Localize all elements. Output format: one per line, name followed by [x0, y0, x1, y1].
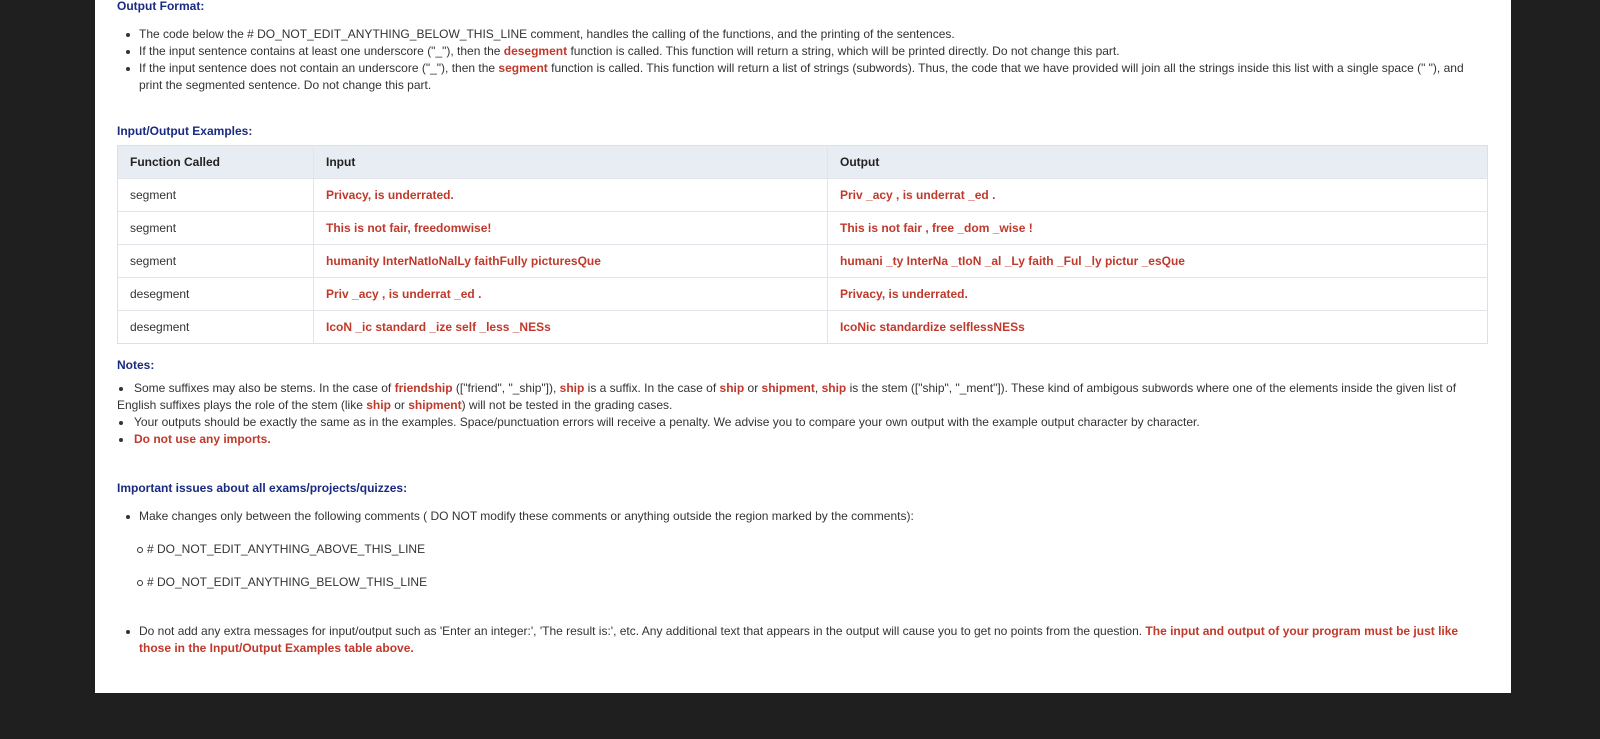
text: function is called. This function will return a list of strings (subwords). Thus, the code that we have provided will join all the strings inside this list with a single space (" "), and print the segmented sentence. Do not change this part.: [139, 61, 1464, 92]
text: is a suffix. In the case of: [584, 381, 720, 395]
output-format-list: [117, 26, 1488, 94]
output-format-heading: Output Format:: [117, 0, 205, 13]
cell-function: segment: [118, 245, 314, 278]
cell-output: This is not fair , free _dom _wise !: [828, 212, 1488, 245]
fn-name: segment: [498, 61, 548, 75]
cell-output: IcoNic standardize selflessNESs: [828, 311, 1488, 344]
term: ship: [366, 398, 391, 412]
text: is the stem (["ship", "_ment"]). These kind of ambigous subwords where one of the elements inside the given list of English suffixes plays the role of the stem (like: [117, 381, 1457, 412]
term: ship: [719, 381, 745, 395]
text: Do not use any imports.: [134, 432, 271, 446]
list-item: [117, 414, 1488, 431]
text: function is called. This function will return a string, which will be printed directly. Do not change this part.: [567, 44, 1120, 58]
important-heading: Important issues about all exams/projects/quizzes:: [117, 481, 408, 495]
important-list: [117, 508, 1488, 525]
cell-function: desegment: [118, 278, 314, 311]
cell-function: segment: [118, 212, 314, 245]
cell-output: Privacy, is underrated.: [828, 278, 1488, 311]
text: If the input sentence does not contain an underscore ("_"), then the: [139, 61, 499, 75]
list-item: [117, 43, 1488, 60]
list-item-text: The code below the # DO_NOT_EDIT_ANYTHING_BELOW_THIS_LINE comment, handles the calling of the functions, and the printing of the sentences.: [139, 27, 955, 41]
term: shipment: [761, 381, 815, 395]
term: ship: [559, 381, 585, 395]
list-item: [117, 508, 1488, 525]
column-header: Output: [828, 146, 1488, 179]
list-item: [117, 60, 1488, 94]
comment-above: # DO_NOT_EDIT_ANYTHING_ABOVE_THIS_LINE: [147, 542, 426, 556]
important-list-2: [117, 623, 1488, 657]
term: shipment: [408, 398, 462, 412]
term: friendship: [394, 381, 453, 395]
table-row: [118, 212, 1488, 245]
text: (["friend", "_ship"]),: [452, 381, 560, 395]
cell-function: segment: [118, 179, 314, 212]
cell-input: IcoN _ic standard _ize self _less _NESs: [314, 311, 828, 344]
text: If the input sentence contains at least one underscore ("_"), then the: [139, 44, 504, 58]
table-row: [118, 245, 1488, 278]
column-header: Function Called: [118, 146, 314, 179]
fn-name: desegment: [503, 44, 568, 58]
cell-input: Privacy, is underrated.: [314, 179, 828, 212]
text: ,: [814, 381, 822, 395]
table-row: [118, 311, 1488, 344]
notes-heading: Notes:: [117, 358, 155, 372]
list-item: [117, 623, 1488, 657]
cell-input: Priv _acy , is underrat _ed .: [314, 278, 828, 311]
cell-input: This is not fair, freedomwise!: [314, 212, 828, 245]
comment-below: # DO_NOT_EDIT_ANYTHING_BELOW_THIS_LINE: [147, 575, 428, 589]
examples-heading: Input/Output Examples:: [117, 124, 253, 138]
examples-table: [117, 145, 1488, 344]
text: or: [390, 398, 409, 412]
cell-function: desegment: [118, 311, 314, 344]
column-header: Input: [314, 146, 828, 179]
text: The input and output of your program must be just like those in the Input/Output Examples table above.: [139, 624, 1459, 655]
document-page: [95, 0, 1511, 693]
text: ) will not be tested in the grading cases.: [461, 398, 673, 412]
notes-list: [117, 380, 1488, 448]
cell-output: humani _ty InterNa _tIoN _al _Ly faith _Ful _ly pictur _esQue: [828, 245, 1488, 278]
list-item: [117, 380, 1488, 414]
text: Make changes only between the following comments ( DO NOT modify these comments or anything outside the region marked by the comments):: [139, 509, 914, 523]
text: Do not add any extra messages for input/output such as 'Enter an integer:', 'The result is:', etc. Any additional text that appears in the output will cause you to get no points from the question.: [139, 624, 1146, 638]
cell-output: Priv _acy , is underrat _ed .: [828, 179, 1488, 212]
cell-input: humanity InterNatIoNalLy faithFully picturesQue: [314, 245, 828, 278]
text: Your outputs should be exactly the same as in the examples. Space/punctuation errors will receive a penalty. We advise you to compare your own output with the example output character by character.: [134, 415, 1200, 429]
text: Some suffixes may also be stems. In the case of: [134, 381, 395, 395]
list-item: [117, 26, 1488, 43]
list-item: [117, 431, 1488, 448]
table-header-row: [118, 146, 1488, 179]
table-row: [118, 278, 1488, 311]
table-row: [118, 179, 1488, 212]
term: ship: [821, 381, 847, 395]
text: or: [744, 381, 762, 395]
